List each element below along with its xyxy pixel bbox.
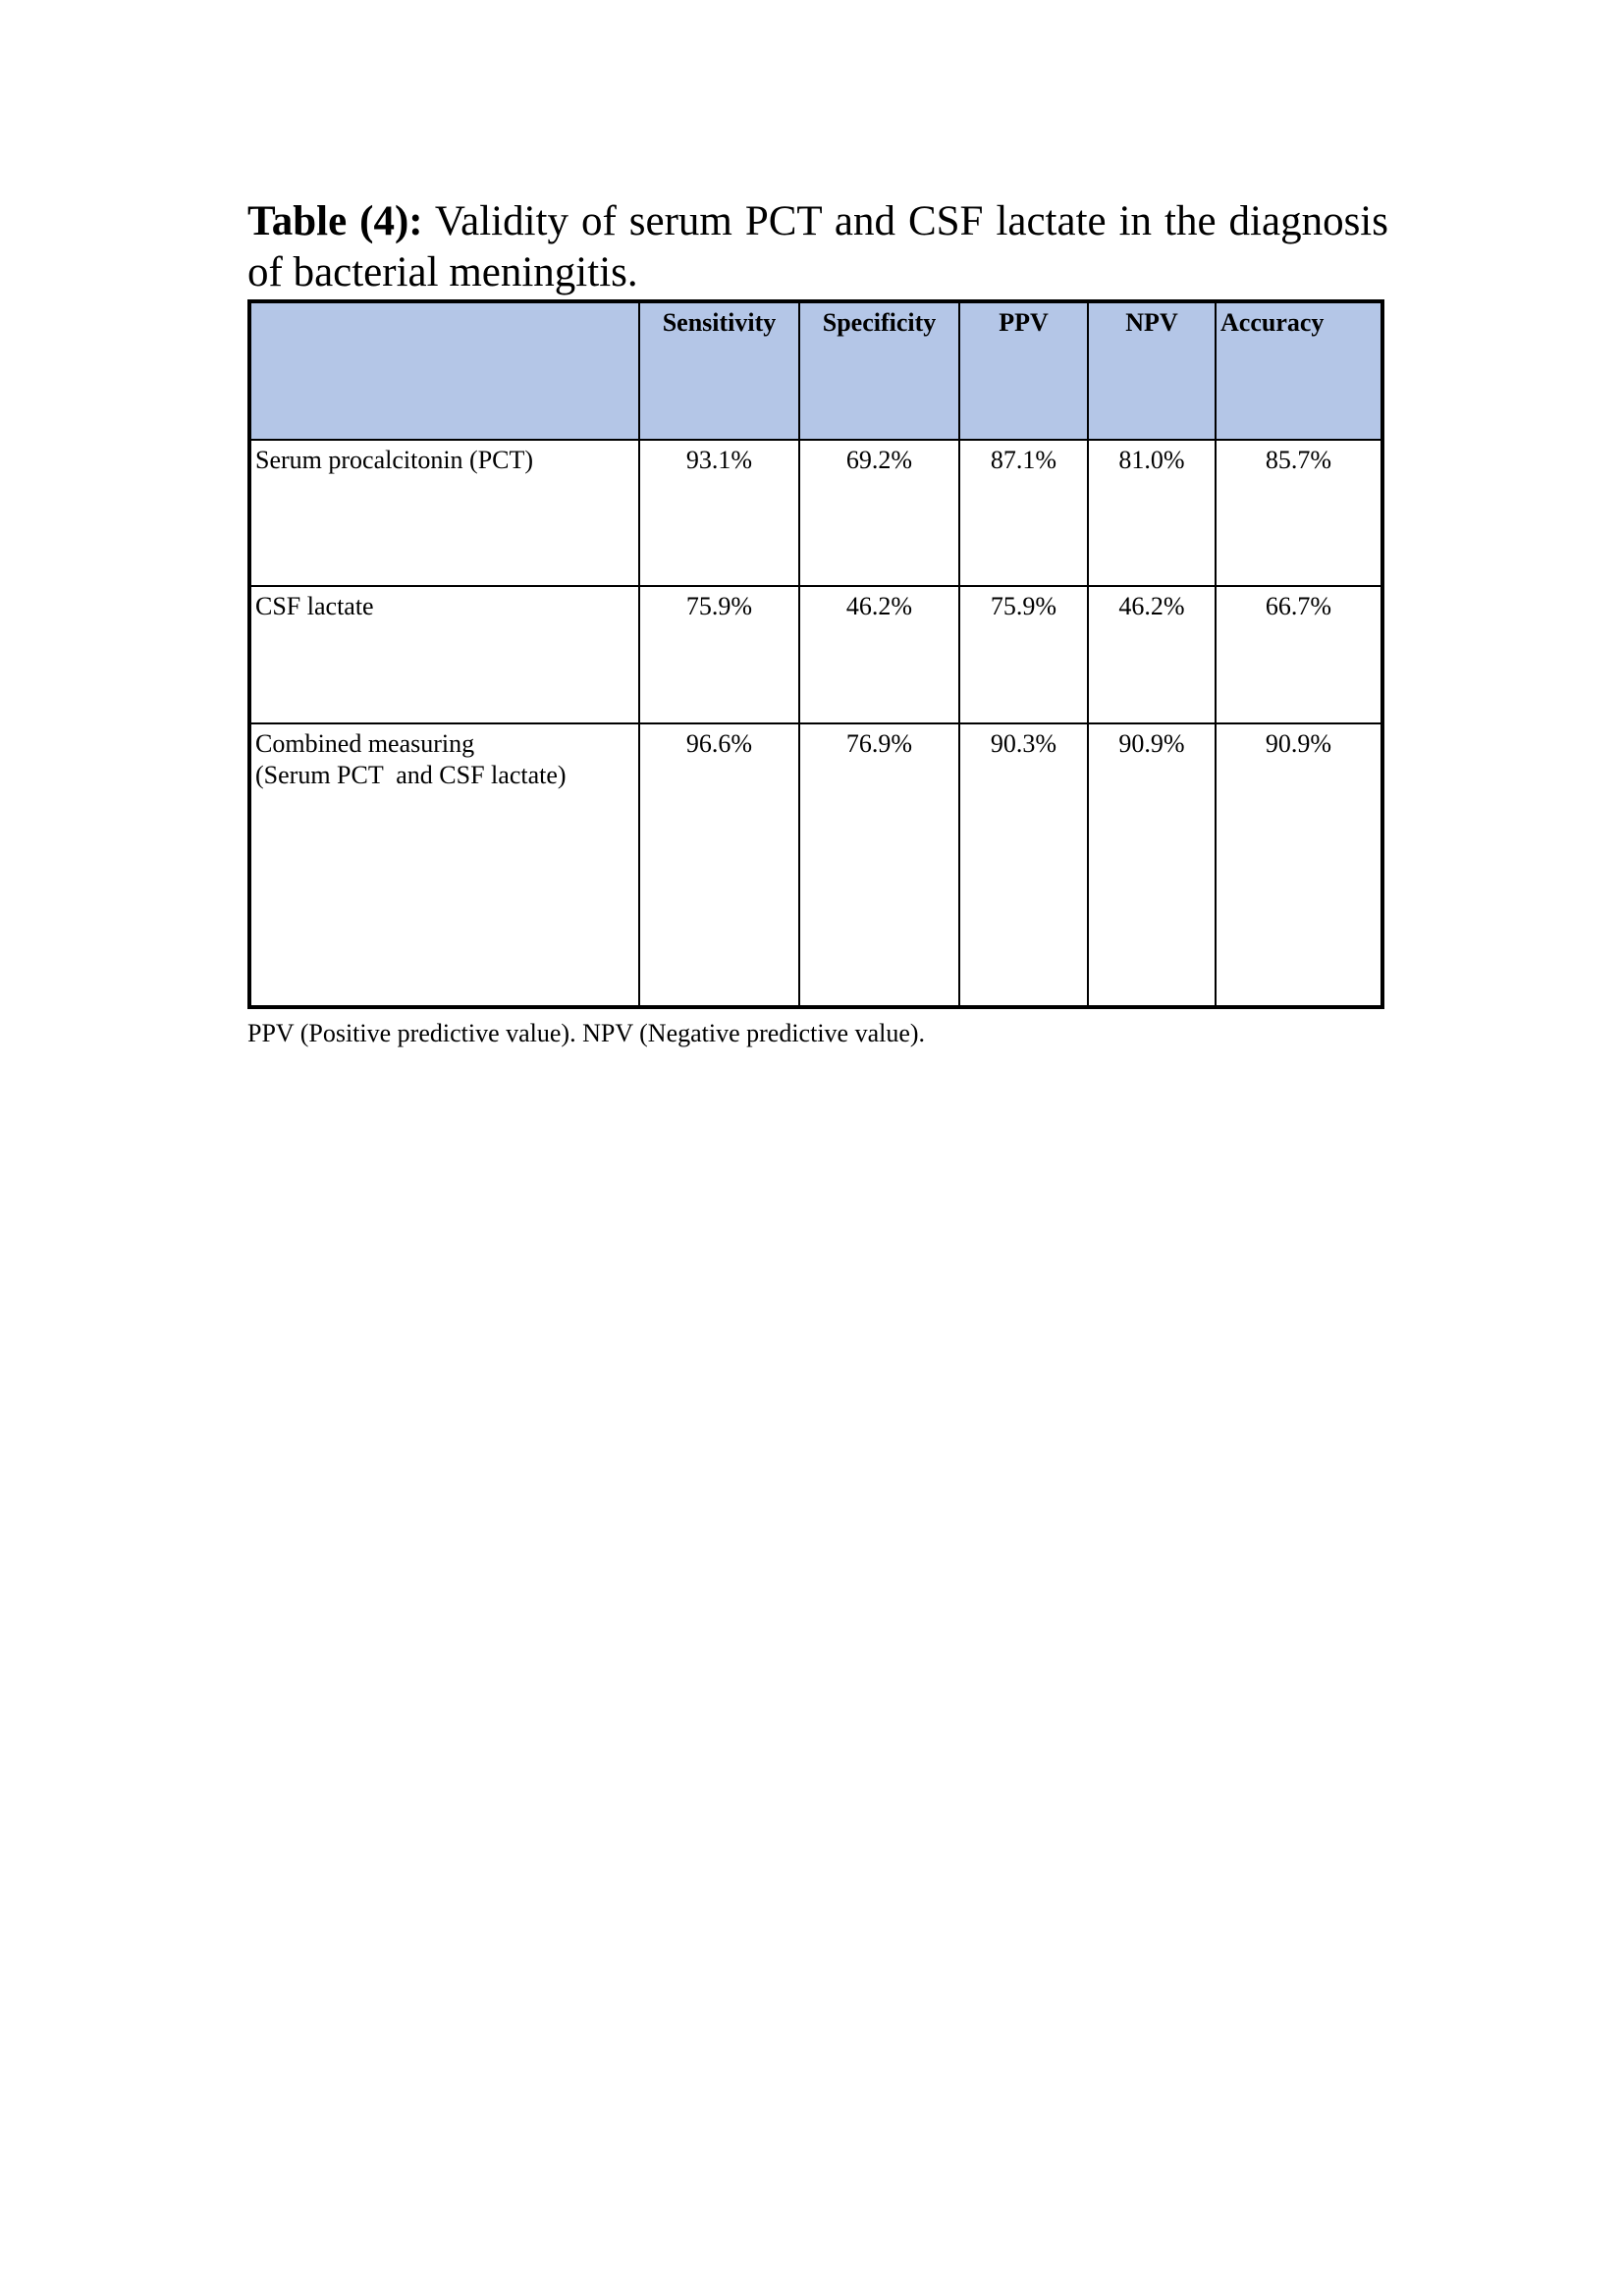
specificity-cell: 46.2% <box>799 586 959 723</box>
accuracy-cell: 90.9% <box>1216 723 1382 1007</box>
header-sensitivity: Sensitivity <box>639 301 799 440</box>
row-label <box>249 586 639 723</box>
validity-table <box>247 299 1384 1009</box>
caption-text: Validity of serum PCT and CSF lactate in the diagnosis of bacterial meningitis. <box>247 198 1388 295</box>
accuracy-cell: 85.7% <box>1216 440 1382 586</box>
npv-cell: 90.9% <box>1088 723 1216 1007</box>
npv-cell: 46.2% <box>1088 586 1216 723</box>
sensitivity-cell: 93.1% <box>639 440 799 586</box>
ppv-cell: 75.9% <box>959 586 1088 723</box>
table-row <box>249 440 1382 586</box>
ppv-cell: 87.1% <box>959 440 1088 586</box>
header-ppv: PPV <box>959 301 1088 440</box>
table-footnote: PPV (Positive predictive value). NPV (Negative predictive value). <box>247 1019 926 1047</box>
table-header-row <box>249 301 1382 440</box>
row-label-line: CSF lactate <box>255 592 374 620</box>
table-row <box>249 723 1382 1007</box>
specificity-cell: 69.2% <box>799 440 959 586</box>
header-npv: NPV <box>1088 301 1216 440</box>
sensitivity-cell: 75.9% <box>639 586 799 723</box>
ppv-cell: 90.3% <box>959 723 1088 1007</box>
header-specificity: Specificity <box>799 301 959 440</box>
row-label <box>249 440 639 586</box>
caption-label: Table (4): <box>247 198 423 244</box>
row-label <box>249 723 639 1007</box>
npv-cell: 81.0% <box>1088 440 1216 586</box>
header-accuracy: Accuracy <box>1216 301 1382 440</box>
sensitivity-cell: 96.6% <box>639 723 799 1007</box>
accuracy-cell: 66.7% <box>1216 586 1382 723</box>
table-row <box>249 586 1382 723</box>
table-caption <box>247 196 1388 298</box>
header-empty-cell <box>249 301 639 440</box>
row-label-line: Combined measuring <box>255 729 475 758</box>
specificity-cell: 76.9% <box>799 723 959 1007</box>
row-label-line: Serum procalcitonin (PCT) <box>255 446 534 474</box>
row-label-line: (Serum PCT and CSF lactate) <box>255 761 567 789</box>
